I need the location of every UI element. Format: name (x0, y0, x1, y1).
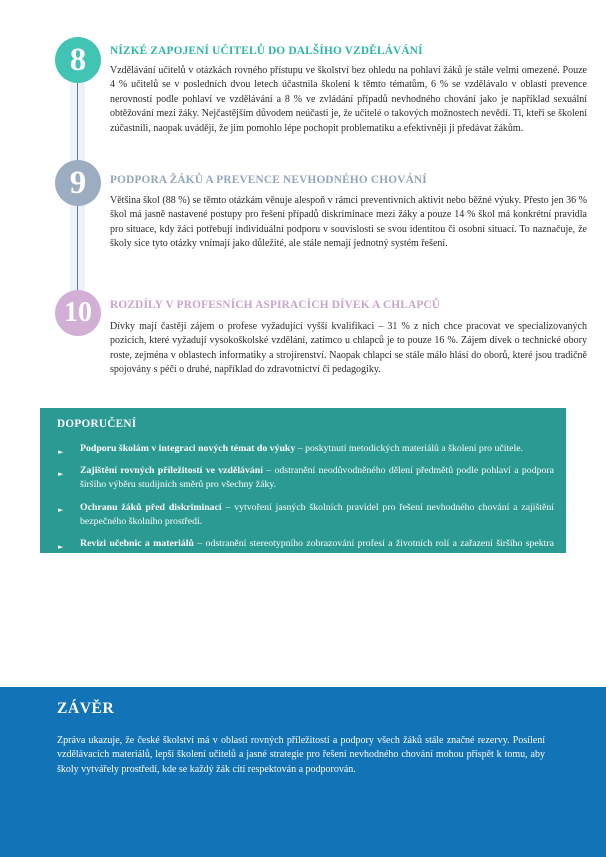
recommendation-lead: Podporu školám v integraci nových témat do výuky (80, 443, 296, 454)
recommendation-lead: Zajištění rovných příležitostí ve vzdělávání (80, 465, 263, 477)
conclusion-body: Zpráva ukazuje, že české školství má v oblasti rovných příležitostí a podpory všech žáků stále značné rezervy. Posílení vzdělávacích materiálů, lepší školení učitelů a jasné strategie pro řešení nevhodného chování mohou přispět k tomu, aby školy vytvářely prostředí, kde se každý žák cítí respektován a podporován. (57, 735, 545, 775)
recommendation-item (57, 464, 554, 492)
section-9-title: PODPORA ŽÁKŮ A PREVENCE NEVHODNÉHO CHOVÁNÍ (110, 174, 427, 186)
recommendation-lead: Ochranu žáků před diskriminací (80, 501, 222, 513)
section-9-body: Většina škol (88 %) se těmto otázkám věnuje alespoň v rámci preventivních aktivit nebo běžné výuky. Přesto jen 36 % škol má jasně nastavené postupy pro řešení případů diskriminace mezi žáky a pouze 14 % škol má konkrétní pravidla pro situace, kdy žáci potřebují individuální podporu v souvislosti se svou identitou či osobní situací. To naznačuje, že školy sice tyto otázky vnímají jako důležité, ale stále nemají jednotný systém řešení. (110, 195, 587, 250)
section-8-body: Vzdělávání učitelů v otázkách rovného přístupu ve školství bez ohledu na pohlaví žáků je stále velmi omezené. Pouze 4 % učitelů se v posledních dvou letech účastnila školení k těmto tématům, 6 % se vzdělávalo v oblasti prevence nerovností podle pohlaví ve vzdělávání a 8 % ve zvládání případů nevhodného chování jako je například sexuální obtěžování mezi žáky. Nejčastějším důvodem neúčasti je, že učitelé o takových možnostech nevědí. Ti, kteří se školení zúčastnili, naopak uvádějí, že jim pomohlo lépe pochopit problematiku a efektivněji ji předávat žákům. (110, 65, 587, 134)
section-8-number: 8 (69, 41, 87, 78)
section-9-number-badge (55, 160, 101, 206)
bullet-arrow-icon: ► (58, 447, 64, 456)
conclusion-title: ZÁVĚR (57, 700, 115, 717)
conclusion-banner (0, 687, 606, 857)
recommendations-list (57, 442, 555, 565)
recommendation-text: – vytvoření jasných školních pravidel pro řešení nevhodného chování a zajištění bezpečného školního prostředí. (80, 501, 555, 527)
recommendation-item (57, 537, 554, 565)
section-9-number: 9 (69, 164, 87, 201)
recommendation-item (57, 442, 554, 456)
section-10-number-badge (55, 290, 101, 336)
section-10-number: 10 (64, 297, 92, 328)
recommendation-text: – poskytnutí metodických materiálů a školení pro učitele. (295, 443, 524, 454)
recommendation-text: – odstranění stereotypního zobrazování profesí a životních rolí a zařazení širšího spektra témat do výuky. (80, 538, 554, 564)
bullet-arrow-icon: ► (58, 506, 64, 515)
recommendations-box (40, 408, 566, 564)
section-10-title: ROZDÍLY V PROFESNÍCH ASPIRACÍCH DÍVEK A CHLAPCŮ (110, 299, 441, 311)
section-8-title: NÍZKÉ ZAPOJENÍ UČITELŮ DO DALŠÍHO VZDĚLÁVÁNÍ (110, 45, 423, 57)
section-10-body: Dívky mají častěji zájem o profese vyžadující vyšší kvalifikaci – 31 % z nich chce pracovat ve specializovaných pozicích, které vyžadují vysokoškolské vzdělání, zatímco u chlapců je to pouze 16 %. Zájem dívek o technické obory roste, zejména v oblastech informatiky a strojírenství. Naopak chlapci se stále málo hlásí do oborů, které jsou tradičně spojovány s péčí o druhé, například do zdravotnictví či pedagogiky. (110, 321, 587, 376)
recommendation-item (57, 501, 554, 529)
recommendation-text: – odstranění neodůvodněného dělení předmětů podle pohlaví a podpora širšího výběru studijních směrů pro všechny žáky. (80, 465, 555, 491)
bullet-arrow-icon: ► (58, 469, 64, 478)
recommendation-lead: Revizi učebnic a materiálů (80, 538, 194, 550)
section-8-number-badge (55, 37, 101, 83)
recommendations-title: DOPORUČENÍ (57, 418, 137, 430)
bullet-arrow-icon: ► (58, 542, 64, 551)
